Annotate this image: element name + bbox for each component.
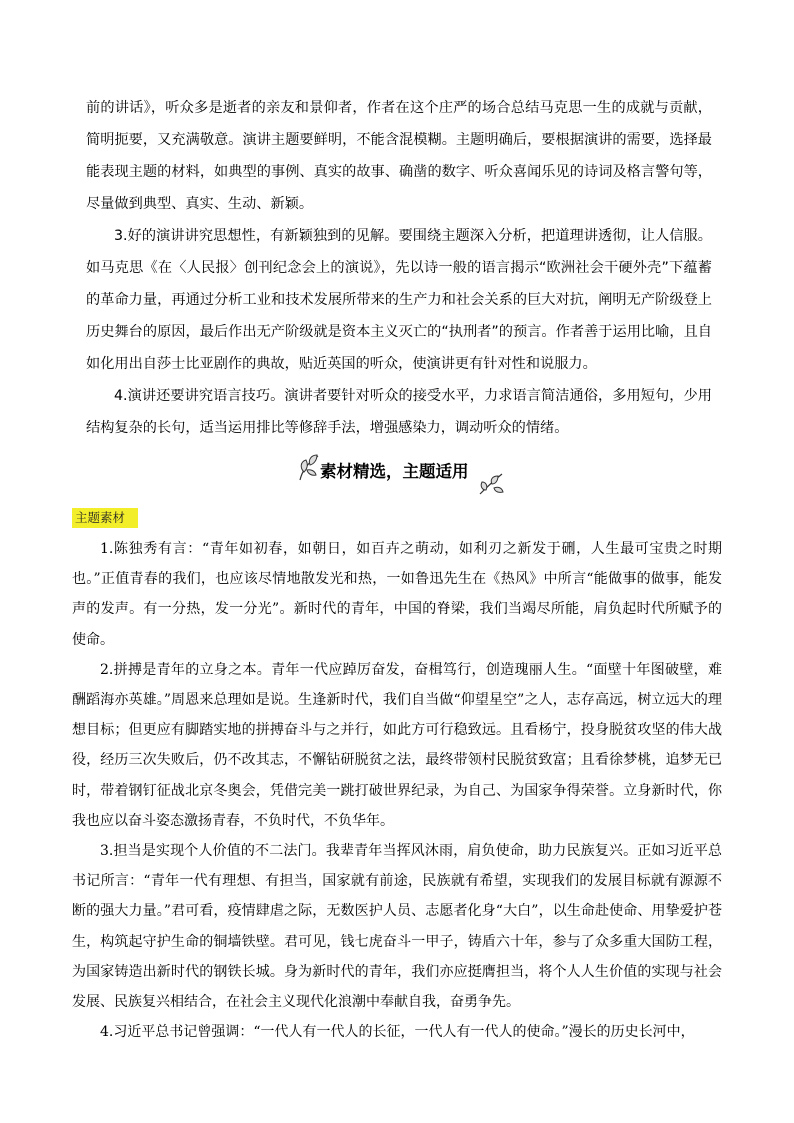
intro-section xyxy=(86,92,712,444)
topic-material-tag: 主题素材 xyxy=(72,508,138,528)
leaf-decoration-left-icon xyxy=(296,452,322,482)
intro-paragraph-2: 3.好的演讲讲究思想性，有新颖独到的见解。要围绕主题深入分析，把道理讲透彻，让人信服。如马克思《在〈人民报〉创刊纪念会上的演说》，先以诗一般的语言揭示“欧洲社会干硬外壳”下蕴蓄的革命力量，再通过分析工业和技术发展所带来的生产力和社会关系的巨大对抗，阐明无产阶级登上历史舞台的原因，最后作出无产阶级就是资本主义灭亡的“执刑者”的预言。作者善于运用比喻，且自如化用出自莎士比亚剧作的典故，贴近英国的听众，使演讲更有针对性和说服力。 xyxy=(86,228,712,372)
material-paragraph-2: 2.拼搏是青年的立身之本。青年一代应踔厉奋发，奋楫笃行，创造瑰丽人生。“面壁十年图破壁，难酬蹈海亦英雄。”周恩来总理如是说。生逢新时代，我们自当做“仰望星空”之人，志存高远，树立远大的理想目标；但更应有脚踏实地的拼搏奋斗与之并行，如此方可行稳致远。且看杨宁，投身脱贫攻坚的伟大战役，经历三次失败后，仍不改其志，不懈钻研脱贫之法，最终带领村民脱贫致富；且看徐梦桃，追梦无已时，带着钢钉征战北京冬奥会，凭借完美一跳打破世界纪录，为自己、为国家争得荣誉。立身新时代，你我也应以奋斗姿态激扬青春，不负时代，不负华年。 xyxy=(72,661,722,829)
intro-paragraph-1: 前的讲话》，听众多是逝者的亲友和景仰者，作者在这个庄严的场合总结马克思一生的成就与贡献，简明扼要，又充满敬意。演讲主题要鲜明，不能含混模糊。主题明确后，要根据演讲的需要，选择最能表现主题的材料，如典型的事例、真实的故事、确凿的数字、听众喜闻乐见的诗词及格言警句等，尽量做到典型、真实、生动、新颖。 xyxy=(86,100,712,212)
materials-section xyxy=(72,534,722,1047)
leaf-decoration-right-icon xyxy=(476,468,506,498)
material-paragraph-1: 1.陈独秀有言：“青年如初春，如朝日，如百卉之萌动，如利刃之新发于硎，人生最可宝贵之时期也。”正值青春的我们，也应该尽情地散发光和热，一如鲁迅先生在《热风》中所言“能做事的做事，能发声的发声。有一分热，发一分光”。新时代的青年，中国的脊梁，我们当竭尽所能，肩负起时代所赋予的使命。 xyxy=(72,541,722,648)
material-paragraph-3: 3.担当是实现个人价值的不二法门。我辈青年当挥风沐雨，肩负使命，助力民族复兴。正如习近平总书记所言：“青年一代有理想、有担当，国家就有前途，民族就有希望，实现我们的发展目标就有源源不断的强大力量。”君可看，疫情肆虐之际，无数医护人员、志愿者化身“大白”，以生命赴使命、用挚爱护苍生，构筑起守护生命的铜墙铁壁。君可见，钱七虎奋斗一甲子，铸盾六十年，参与了众多重大国防工程，为国家铸造出新时代的钢铁长城。身为新时代的青年，我们亦应挺膺担当，将个人人生价值的实现与社会发展、民族复兴相结合，在社会主义现代化浪潮中奉献自我，奋勇争先。 xyxy=(72,843,722,1011)
material-paragraph-4: 4.习近平总书记曾强调：“一代人有一代人的长征，一代人有一代人的使命。”漫长的历史长河中， xyxy=(100,1024,695,1041)
intro-paragraph-3: 4.演讲还要讲究语言技巧。演讲者要针对听众的接受水平，力求语言简洁通俗，多用短句，少用结构复杂的长句，适当运用排比等修辞手法，增强感染力，调动听众的情绪。 xyxy=(86,388,712,436)
section-heading-text: 素材精选，主题适用 xyxy=(320,462,469,481)
section-heading xyxy=(296,452,506,500)
